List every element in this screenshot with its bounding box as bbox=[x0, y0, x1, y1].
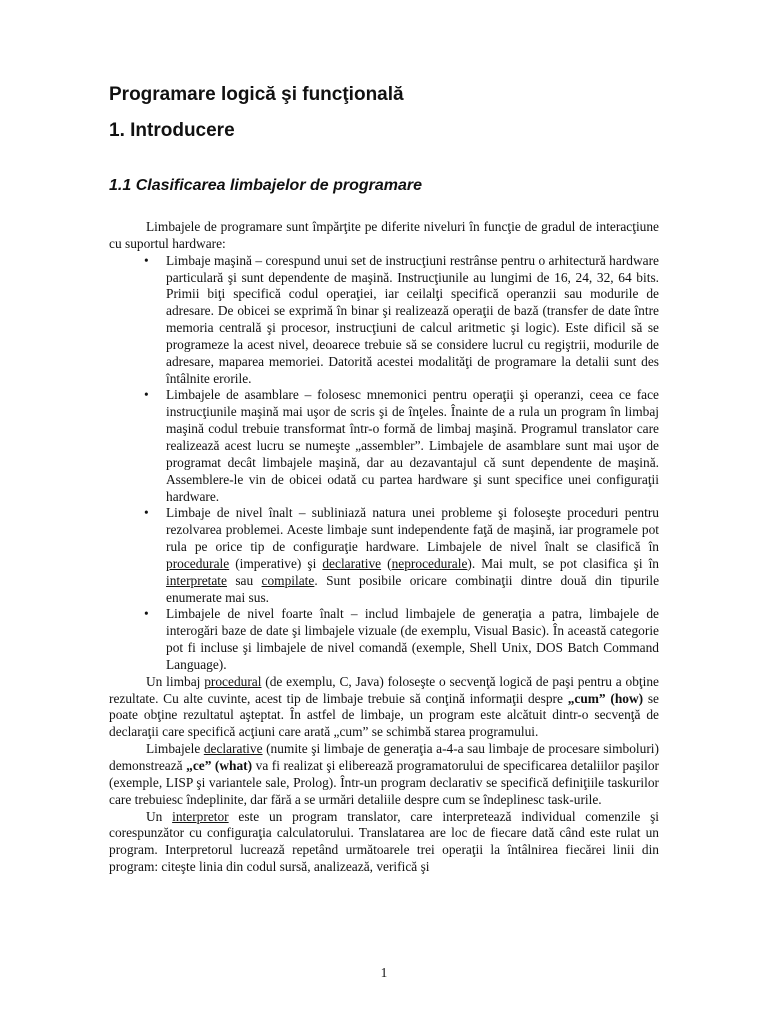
term-declarative: declarative bbox=[203, 741, 263, 757]
text-run: Un limbaj bbox=[146, 673, 205, 689]
bullet-icon: • bbox=[144, 387, 149, 403]
term-neprocedurale: neprocedurale bbox=[391, 555, 468, 571]
list-item-very-high-level-languages bbox=[109, 606, 659, 673]
bullet-icon: • bbox=[144, 505, 149, 521]
section-heading: 1.1 Clasificarea limbajelor de programare bbox=[109, 177, 423, 194]
term-compilate: compilate bbox=[261, 572, 315, 588]
text-run: . Sunt posibile oricare combinaţii dintre două din tipurile enumerate mai sus. bbox=[166, 572, 660, 605]
chapter-heading: 1. Introducere bbox=[109, 120, 235, 141]
procedural-paragraph bbox=[109, 674, 659, 741]
term-interpretate: interpretate bbox=[166, 572, 227, 588]
list-item-assembly-languages bbox=[109, 387, 659, 505]
text-run: (imperative) şi bbox=[229, 555, 323, 571]
text-run: (de exemplu, C, Java) foloseşte o secvenţă logică de paşi pentru a obţine rezultate. Cu alte cuvinte, acest tip de limbaje trebuie să conţină informaţii despre bbox=[109, 673, 659, 706]
text-run: ). Mai mult, se pot clasifica şi în bbox=[467, 555, 660, 571]
document-body bbox=[109, 219, 659, 876]
list-item-text: Limbajele de nivel foarte înalt – includ limbajele de generaţia a patra, limbajele de interogări baze de date şi limbajele vizuale (de exemplu, Visual Basic). În această categorie pot fi incluse şi limbajele de nivel comandă (exemple, Shell Unix, DOS Batch Command Language). bbox=[166, 606, 659, 672]
page-number: 1 bbox=[380, 965, 388, 980]
text-run: Limbajele bbox=[146, 741, 204, 757]
text-run: (numite şi limbaje de generaţia a-4-a sau limbaje de procesare simboluri) demonstrează bbox=[109, 741, 659, 773]
list-item-machine-languages bbox=[109, 253, 659, 388]
document-title: Programare logică şi funcţională bbox=[109, 84, 404, 105]
term-procedurale: procedurale bbox=[166, 555, 230, 571]
declarative-paragraph bbox=[109, 741, 659, 808]
text-run: va fi realizat şi eliberează programatorului de specificarea detaliilor paşilor (exemple, LISP şi variantele sale, Prolog). Într-un program declarativ se specifică definiţiile taskurilor care trebuiesc îndeplinite, dar fără a se urmări detaliile despre cum se îndeplinesc task-urile. bbox=[109, 758, 659, 807]
text-run: sau bbox=[226, 572, 262, 588]
text-run: este un program translator, care interpretează individual comenzile şi corespunzător cu configuraţia calculatorului. Translatarea are loc de fiecare dată când este rulat un program. Interpretorul lucrează repetând următoarele trei operaţii la întâlnirea fiecărei linii din program: citeşte linia din codul sursă, analizează, verifică şi bbox=[109, 808, 659, 875]
list-item-high-level-languages bbox=[109, 505, 659, 606]
bullet-icon: • bbox=[144, 606, 149, 622]
term-procedural: procedural bbox=[204, 673, 262, 689]
term-declarative: declarative bbox=[322, 555, 382, 571]
list-item-text: Limbaje maşină – corespund unui set de instrucţiuni restrânse pentru o arhitectură hardware particulară şi sunt dependente de maşină. Instrucţiunile au lungimi de 16, 24, 32, 64 bits. Primii biţi specifică codul operaţiei, iar ceilalţi specifică operanzii sau modurile de adresare. De obicei se exprimă în binar şi realizează operaţii de bază (transfer de date între memoria centrală şi procesor, instrucţiuni de calcul aritmetic şi logic). Este dificil să se programeze la acest nivel, deoarece trebuie să se considere lucrul cu regiştrii, modurile de adresare, maparea memoriei. Datorită acestei modalităţi de programare la detalii sunt des întâlnite erorile. bbox=[166, 252, 659, 386]
intro-paragraph: Limbajele de programare sunt împărţite pe diferite niveluri în funcţie de gradul de interacţiune cu suportul hardware: bbox=[109, 219, 659, 251]
text-run: Un bbox=[146, 808, 173, 824]
text-run: Limbaje de nivel înalt – subliniază natura unei probleme şi foloseşte proceduri pentru rezolvarea problemei. Aceste limbaje sunt independente faţă de maşină, iar programele pot rula pe orice tip de configuraţie hardware. Limbajele de nivel înalt se clasifică în bbox=[166, 505, 659, 555]
list-item-text: Limbajele de asamblare – folosesc mnemonici pentru operaţii şi operanzi, ceea ce face instrucţiunile maşină mai uşor de scris şi de înţeles. Înainte de a rula un program în limbaj maşină codul trebuie transformat într-o formă de limbaj maşină. Programul translator care realizează acest lucru se numeşte „assembler”. Limbajele de asamblare sunt mai uşor de programat decât limbajele maşină, dar au dezavantajul că sunt dependente de maşină. Assemblere-le vin de obicei odată cu partea hardware şi sunt specifice unei configuraţii hardware. bbox=[166, 387, 659, 504]
term-interpretor: interpretor bbox=[172, 808, 229, 824]
text-run: se poate obţine rezultatul aşteptat. În astfel de limbaje, un program este alcătuit dintr-o secvenţă de declaraţii care specifică acţiuni care arată „cum” se schimbă starea programului. bbox=[109, 690, 659, 740]
term-how: „cum” (how) bbox=[567, 690, 644, 706]
text-run: ( bbox=[381, 555, 392, 571]
language-levels-list bbox=[109, 253, 659, 674]
bullet-icon: • bbox=[144, 252, 149, 268]
term-what: „ce” (what) bbox=[186, 758, 253, 773]
interpretor-paragraph bbox=[109, 809, 659, 876]
